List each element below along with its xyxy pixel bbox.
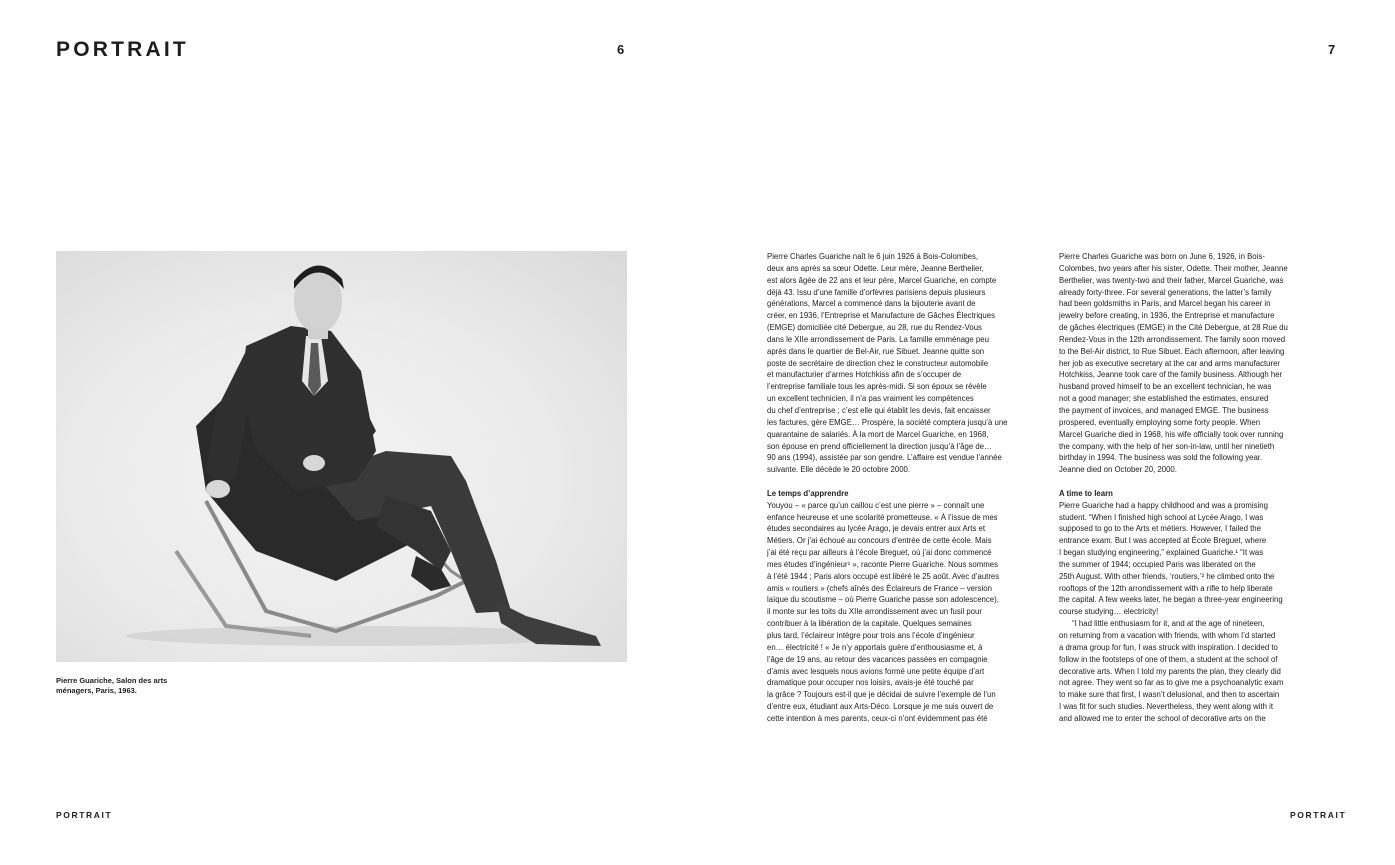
text-line: d’amis avec lesquels nous avions formé une petite équipe d’art <box>767 666 985 676</box>
text-line: Jeanne died on October 20, 2000. <box>1059 465 1177 475</box>
text-line: on returning from a vacation with friends, with whom I’d started <box>1059 631 1276 640</box>
text-line: decorative arts. When I told my parents the plan, they clearly did <box>1059 666 1281 676</box>
text-line: en… électricité ! « Je n’y apportais guère d’enthousiasme et, à <box>767 642 983 652</box>
text-line: Colombes, two years after his sister, Odette. Their mother, Jeanne <box>1059 263 1288 273</box>
caption-line: ménagers, Paris, 1963. <box>56 686 137 695</box>
text-line: plus tard, l’éclaireur intègre pour trois ans l’école d’ingénieur <box>767 631 975 640</box>
text-line: l’âge de 19 ans, au retour des vacances passées en compagnie <box>767 654 988 664</box>
text-line: deux ans après sa sœur Odette. Leur mère, Jeanne Berthelier, <box>767 263 984 273</box>
text-line: les factures, gère EMGE… Prospère, la société comptera jusqu’à une <box>767 417 1008 427</box>
text-line: “I had little enthusiasm for it, and at the age of nineteen, <box>1059 619 1265 629</box>
page-number-left: 6 <box>617 42 625 57</box>
french-text-column <box>767 251 1047 725</box>
text-line: Pierre Charles Guariche naît le 6 juin 1926 à Bois-Colombes, <box>767 252 979 261</box>
text-line: I was fit for such studies. Nevertheless, they went along with it <box>1059 702 1274 712</box>
text-line: laïque du scoutisme – où Pierre Guariche passe son adolescence), <box>767 595 999 605</box>
text-line: Pierre Charles Guariche was born on June 6, 1926, in Bois- <box>1059 252 1265 261</box>
text-line: contribuer à la libération de la capitale. Quelques semaines <box>767 619 972 629</box>
text-line: Rendez-Vous in the 12th arrondissement. The family soon moved <box>1059 334 1286 344</box>
text-line: the capital. A few weeks later, he began a three-year engineering <box>1059 595 1283 605</box>
section-title: PORTRAIT <box>56 38 189 61</box>
text-line: 25th August. With other friends, ‘routiers,’² he climbed onto the <box>1059 571 1275 581</box>
text-line: the summer of 1944; occupied Paris was liberated on the <box>1059 559 1256 569</box>
portrait-photo-illustration <box>56 251 627 662</box>
text-line: est alors âgée de 22 ans et leur père, Marcel Guariche, en compte <box>767 275 997 285</box>
text-line: enfance heureuse et une scolarité prometteuse. « À l’issue de mes <box>767 512 998 522</box>
footer-running-head-right: PORTRAIT <box>1290 810 1347 820</box>
text-line: to the Bel-Air district, to Rue Sibuet. Each afternoon, after leaving <box>1059 346 1285 356</box>
text-line: and allowed me to enter the school of decorative arts on the <box>1059 713 1266 723</box>
text-line: Pierre Guariche had a happy childhood and was a promising <box>1059 500 1268 510</box>
text-line: d’entre eux, étudiant aux Arts-Déco. Lorsque je me suis ouvert de <box>767 702 994 712</box>
text-line: de gâches électriques (EMGE) in the Cité Debergue, at 28 Rue du <box>1059 323 1288 333</box>
text-line: follow in the footsteps of one of them, a student at the school of <box>1059 654 1278 664</box>
text-line: had been goldsmiths in Paris, and Marcel began his career in <box>1059 299 1271 309</box>
text-line: prospered, eventually employing some forty people. When <box>1059 417 1261 427</box>
text-line: Hotchkiss, Jeanne took care of the family business. Although her <box>1059 370 1283 380</box>
text-line: to make sure that first, I wasn’t delusional, and then to ascertain <box>1059 690 1280 700</box>
text-line: créer, en 1936, l’Entreprise et Manufacture de Gâches Électriques <box>767 311 995 321</box>
text-line: son épouse en prend officiellement la direction jusqu’à l’âge de… <box>767 441 992 451</box>
portrait-photo <box>56 251 627 662</box>
text-line: études secondaires au lycée Arago, je devais entrer aux Arts et <box>767 524 986 534</box>
text-line: a drama group for fun, I was struck with inspiration. I decided to <box>1059 642 1278 652</box>
text-line: l’entreprise familiale tous les après-midi. Si son époux se révèle <box>767 382 987 392</box>
text-line: (EMGE) domiciliée cité Debergue, au 28, rue du Rendez-Vous <box>767 323 982 333</box>
text-line: 90 ans (1994), assistée par son gendre. L’affaire est vendue l’année <box>767 453 1002 463</box>
text-line: I began studying engineering,” explained Guariche.¹ “It was <box>1059 548 1264 558</box>
photo-caption <box>56 676 206 696</box>
text-line: suivante. Elle décède le 20 octobre 2000. <box>767 465 911 475</box>
text-line: Youyou – « parce qu’un caillou c’est une pierre » – connaît une <box>767 500 985 510</box>
french-subheading: Le temps d’apprendre <box>767 488 849 498</box>
text-line: student. “When I finished high school at Lycée Arago, I was <box>1059 512 1264 522</box>
text-line: supposed to go to the Arts et métiers. However, I failed the <box>1059 524 1261 534</box>
text-line: mes études d’ingénieur¹ », raconte Pierre Guariche. Nous sommes <box>767 559 998 569</box>
text-line: à l’été 1944 ; Paris alors occupé est libéré le 25 août. Avec d’autres <box>767 571 1000 581</box>
text-line: husband proved himself to be an excellent technician, he was <box>1059 382 1272 392</box>
text-line: j’ai été reçu par ailleurs à l’école Breguet, où j’ai donc commencé <box>767 548 992 558</box>
text-line: et manufacturier d’armes Hotchkiss afin de s’occuper de <box>767 370 962 380</box>
footer-running-head-left: PORTRAIT <box>56 810 113 820</box>
text-line: course studying… electricity! <box>1059 607 1159 617</box>
text-line: Marcel Guariche died in 1968, his wife officially took over running <box>1059 429 1284 439</box>
text-line: amis « routiers » (chefs aînés des Éclaireurs de France – version <box>767 583 992 593</box>
text-line: rooftops of the 12th arrondissement with a rifle to help liberate <box>1059 583 1273 593</box>
caption-line: Pierre Guariche, Salon des arts <box>56 676 168 685</box>
text-line: birthday in 1994. The business was sold the following year. <box>1059 453 1263 463</box>
page-number-right: 7 <box>1328 42 1336 57</box>
text-line: Métiers. Or j’ai échoué au concours d’entrée de cette école. Mais <box>767 536 992 546</box>
text-line: the company, with the help of her son-in-law, until her ninetieth <box>1059 441 1275 451</box>
text-line: dans le XIIe arrondissement de Paris. La famille emménage peu <box>767 334 989 344</box>
text-line: not a good manager; she established the estimates, ensured <box>1059 394 1269 404</box>
text-line: après dans le quartier de Bel-Air, rue Sibuet. Jeanne quitte son <box>767 346 985 356</box>
english-subheading: A time to learn <box>1059 488 1113 498</box>
text-line: Berthelier, was twenty-two and their father, Marcel Guariche, was <box>1059 275 1284 285</box>
text-line: entrance exam. But I was accepted at École Breguet, where <box>1059 536 1267 546</box>
text-line: déjà 43. Issu d’une famille d’orfèvres parisiens depuis plusieurs <box>767 287 986 297</box>
text-line: générations, Marcel a commencé dans la bijouterie avant de <box>767 299 976 309</box>
text-line: la grâce ? Toujours est-il que je décidai de suivre l’exemple de l’un <box>767 690 996 700</box>
text-line: dramatique pour occuper nos loisirs, avais-je été touché par <box>767 678 974 688</box>
text-line: poste de secrétaire de direction chez le constructeur automobile <box>767 358 989 368</box>
text-line: un excellent technicien, il n’a pas vraiment les compétences <box>767 394 974 404</box>
text-line: the payment of invoices, and managed EMGE. The business <box>1059 405 1269 415</box>
text-line: il monte sur les toits du XIIe arrondissement avec un fusil pour <box>767 607 982 617</box>
text-line: not agree. They went so far as to give me a psychoanalytic exam <box>1059 678 1284 688</box>
text-line: jewelry before creating, in 1936, the Entreprise et manufacture <box>1059 311 1275 321</box>
text-line: cette intention à mes parents, ceux-ci n’ont évidemment pas été <box>767 713 988 723</box>
text-line: quarantaine de salariés. À la mort de Marcel Guariche, en 1968, <box>767 429 989 439</box>
text-line: du chef d’entreprise ; c’est elle qui établit les devis, fait encaisser <box>767 405 991 415</box>
text-line: already forty-three. For several generations, the latter’s family <box>1059 287 1272 297</box>
text-line: her job as executive secretary at the car and arms manufacturer <box>1059 358 1281 368</box>
english-text-column <box>1059 251 1341 725</box>
